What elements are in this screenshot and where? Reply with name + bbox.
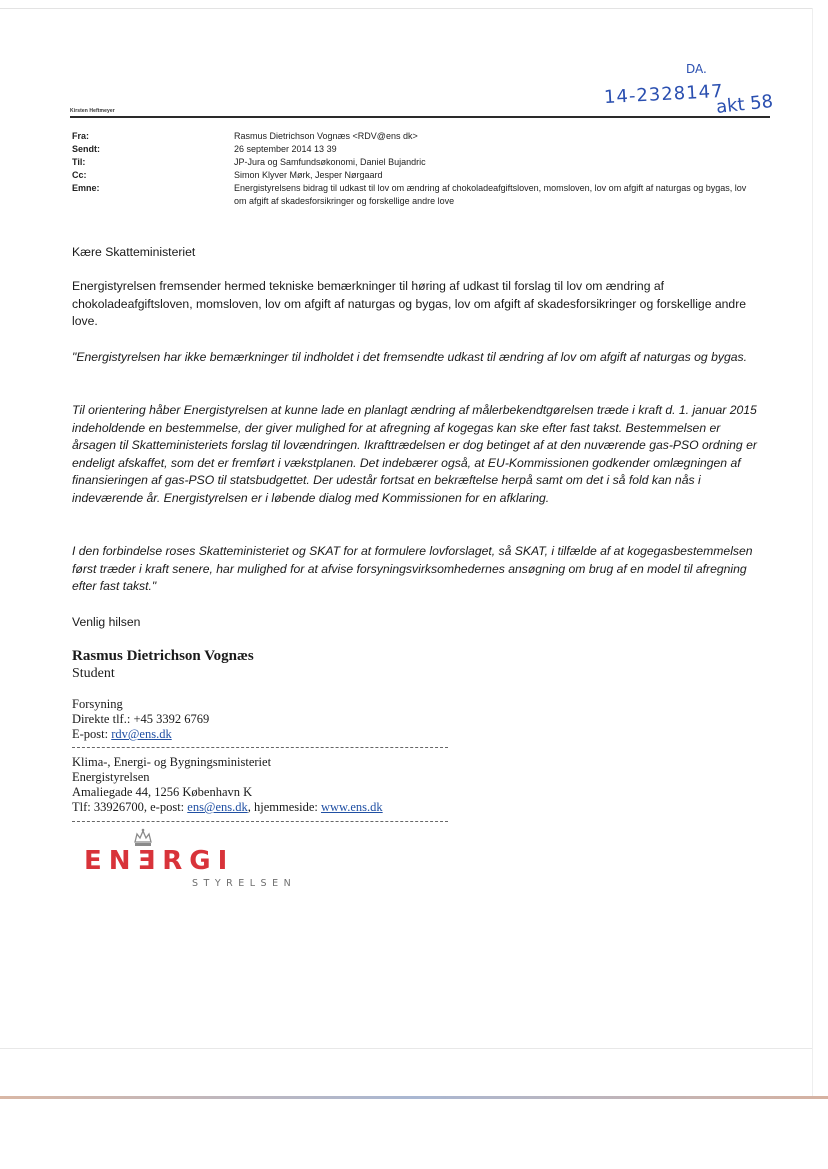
paragraph-intro: Energistyrelsen fremsender hermed tekniske bemærkninger til høring af udkast til forslag til lov om ændring af chokoladeafgiftsloven, momsloven, lov om afgift af naturgas og bygas, lov om afgift af skadesforsikringer og forskellige andre love.: [72, 279, 747, 328]
website-label: , hjemmeside:: [247, 800, 321, 814]
page-right-border: [812, 8, 813, 1098]
from-value: Rasmus Dietrichson Vognæs <RDV@ens dk>: [234, 131, 418, 141]
dashed-divider-bottom: [72, 821, 448, 822]
paragraph-quote-start: "Energistyrelsen har ikke bemærkninger til indholdet i det fremsendte udkast til ændring af lov om afgift af naturgas og bygas.: [72, 350, 747, 364]
signature-name: Rasmus Dietrichson Vognæs: [72, 648, 254, 664]
greeting: Kære Skatteministeriet: [72, 245, 196, 259]
logo-wordmark: ENƎRGI: [84, 846, 235, 876]
agency-address: Amaliegade 44, 1256 København K: [72, 785, 253, 799]
signature-title: Student: [72, 666, 115, 681]
header-sent-row: [72, 143, 772, 156]
to-label: Til:: [72, 157, 86, 167]
page-bottom-border: [0, 1048, 812, 1049]
printed-by-name: Kirsten Heftmeyer: [70, 108, 115, 114]
dashed-divider-top: [72, 747, 448, 748]
department: Forsyning: [72, 697, 123, 711]
direct-phone: Direkte tlf.: +45 3392 6769: [72, 712, 210, 726]
handwritten-mark: DA.: [686, 62, 707, 76]
header-cc-row: [72, 169, 772, 182]
contact-block: [72, 697, 209, 742]
header-to-row: [72, 156, 772, 169]
sent-value: 26 september 2014 13 39: [234, 144, 337, 154]
paragraph-praise: I den forbindelse roses Skatteministeriet og SKAT for at formulere lovforslaget, så SKAT, i tilfælde af at kogegasbestemmelsen først træder i kraft senere, har mulighed for at afvise forsyningsvirksomhedernes ansøgning om brug af en model til afregning efter fast takst.": [72, 544, 753, 593]
to-value: JP-Jura og Samfundsøkonomi, Daniel Bujandric: [234, 157, 426, 167]
email-header: [72, 130, 772, 208]
header-from-row: [72, 130, 772, 143]
signature-block: [72, 647, 254, 682]
logo-subtitle: STYRELSEN: [192, 878, 297, 889]
website-link[interactable]: www.ens.dk: [320, 800, 383, 814]
scan-edge-band: [0, 1096, 828, 1099]
email-label: E-post:: [72, 727, 112, 741]
subject-label: Emne:: [72, 183, 100, 193]
agency-phone: Tlf: 33926700, e-post:: [72, 800, 188, 814]
email-link[interactable]: rdv@ens.dk: [111, 727, 172, 741]
ministry-name: Klima-, Energi- og Bygningsministeriet: [72, 755, 272, 769]
agency-email-link[interactable]: ens@ens.dk: [187, 800, 248, 814]
paragraph-orientation: Til orientering håber Energistyrelsen at kunne lade en planlagt ændring af målerbekendtgørelsen træde i kraft d. 1. januar 2015 indeholdende en bestemmelse, der giver mulighed for at afregning af kogegas kan ske efter fast takst. Bestemmelsen er årsagen til Skatteministeriets forslag til lovændringen. Ikrafttrædelsen er dog betinget af at den nuværende gas-PSO ordning er endeligt afskaffet, som det er fremført i vækstplanen. Det indebærer også, at EU-Kommissionen godkender omlægningen af finansieringen af gas-PSO til statsbudgettet. Der udestår fortsat en bekræftelse herpå samt om det i så fold kan nås i indeværende år. Energistyrelsen er i løbende dialog med Kommissionen for en afklaring.: [72, 403, 757, 505]
agency-contact-line: [72, 800, 383, 815]
closing: Venlig hilsen: [72, 615, 141, 629]
handwritten-case-number: 14-2328147: [603, 80, 725, 109]
email-line: [72, 727, 209, 742]
header-rule: [70, 116, 770, 118]
subject-value: Energistyrelsens bidrag til udkast til lov om ændring af chokoladeafgiftsloven, momsloven, lov om afgift af naturgas og bygas, lov om afgift af skadesforsikringer og forskellige andre love: [234, 183, 747, 206]
cc-value: Simon Klyver Mørk, Jesper Nørgaard: [234, 170, 383, 180]
page-top-border: [0, 8, 812, 9]
agency-block: [72, 755, 383, 815]
cc-label: Cc:: [72, 170, 87, 180]
from-label: Fra:: [72, 131, 90, 141]
agency-name: Energistyrelsen: [72, 770, 150, 784]
sent-label: Sendt:: [72, 144, 100, 154]
handwritten-akt-number: akt 58: [715, 91, 775, 118]
crown-icon: [132, 828, 154, 848]
header-subject-row: [72, 182, 772, 208]
